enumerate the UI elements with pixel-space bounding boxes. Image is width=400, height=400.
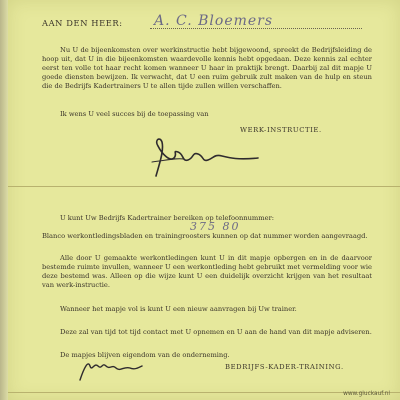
bottom-edge <box>8 392 400 393</box>
document-page <box>8 0 400 400</box>
telephone-text: U kunt Uw Bedrijfs Kadertrainer bereiken op telefoonnummer: <box>60 214 275 222</box>
werkontledingen-paragraph: Alle door U gemaakte werkontledingen kunt U in dit mapje opbergen en in de daarvoor bestemde ruimte invullen, wanneer U een werkontleding hebt gebruikt met vermelding voor wie deze bestemd was. Alleen op die wijze kunt U een duidelijk overzicht krijgen van het resultaat van werk-instructie. <box>42 254 372 289</box>
werk-instructie-heading: WERK-INSTRUCTIE. <box>240 126 322 134</box>
handwritten-name: A. C. Bloemers <box>154 13 274 29</box>
address-block <box>42 15 362 35</box>
blanco-paragraph: Blanco werkontledingsbladen en trainingroosters kunnen op dat nummer worden aangevraagd. <box>42 232 368 240</box>
mapje-vol-paragraph: Wanneer het mapje vol is kunt U een nieuw aanvragen bij Uw trainer. <box>60 305 297 313</box>
wish-paragraph: Ik wens U veel succes bij de toepassing van <box>60 110 209 118</box>
organization-name: BEDRIJFS-KADER-TRAINING. <box>225 363 344 371</box>
eigendom-paragraph: De mapjes blijven eigendom van de onderneming. <box>60 351 230 359</box>
contact-paragraph: Deze zal van tijd tot tijd contact met U opnemen en U aan de hand van dit mapje adviseren. <box>60 328 372 336</box>
address-label: AAN DEN HEER: <box>42 18 123 28</box>
trainer-signature <box>76 352 146 384</box>
section-divider <box>8 186 400 187</box>
binding-shadow <box>0 0 8 400</box>
watermark: www.gluckauf.nl <box>343 391 390 397</box>
telephone-number: 375 80 <box>190 220 241 233</box>
intro-paragraph: Nu U de bijeenkomsten over werkinstructie hebt bijgewoond, spreekt de Bedrijfsleiding de hoop uit, dat U in die bijeenkomsten waardevolle kennis hebt opgedaan. Deze kennis zal echter eerst ten volle tot haar recht komen wanneer U haar in praktijk brengt. Daarbij zal dit mapje U goede diensten bewijzen. Ik verwacht, dat U een ruim gebruik zult maken van de hulp en steun die de Bedrijfs Kadertrainers U te allen tijde zullen willen verschaffen. <box>42 46 372 90</box>
management-signature <box>148 132 268 182</box>
